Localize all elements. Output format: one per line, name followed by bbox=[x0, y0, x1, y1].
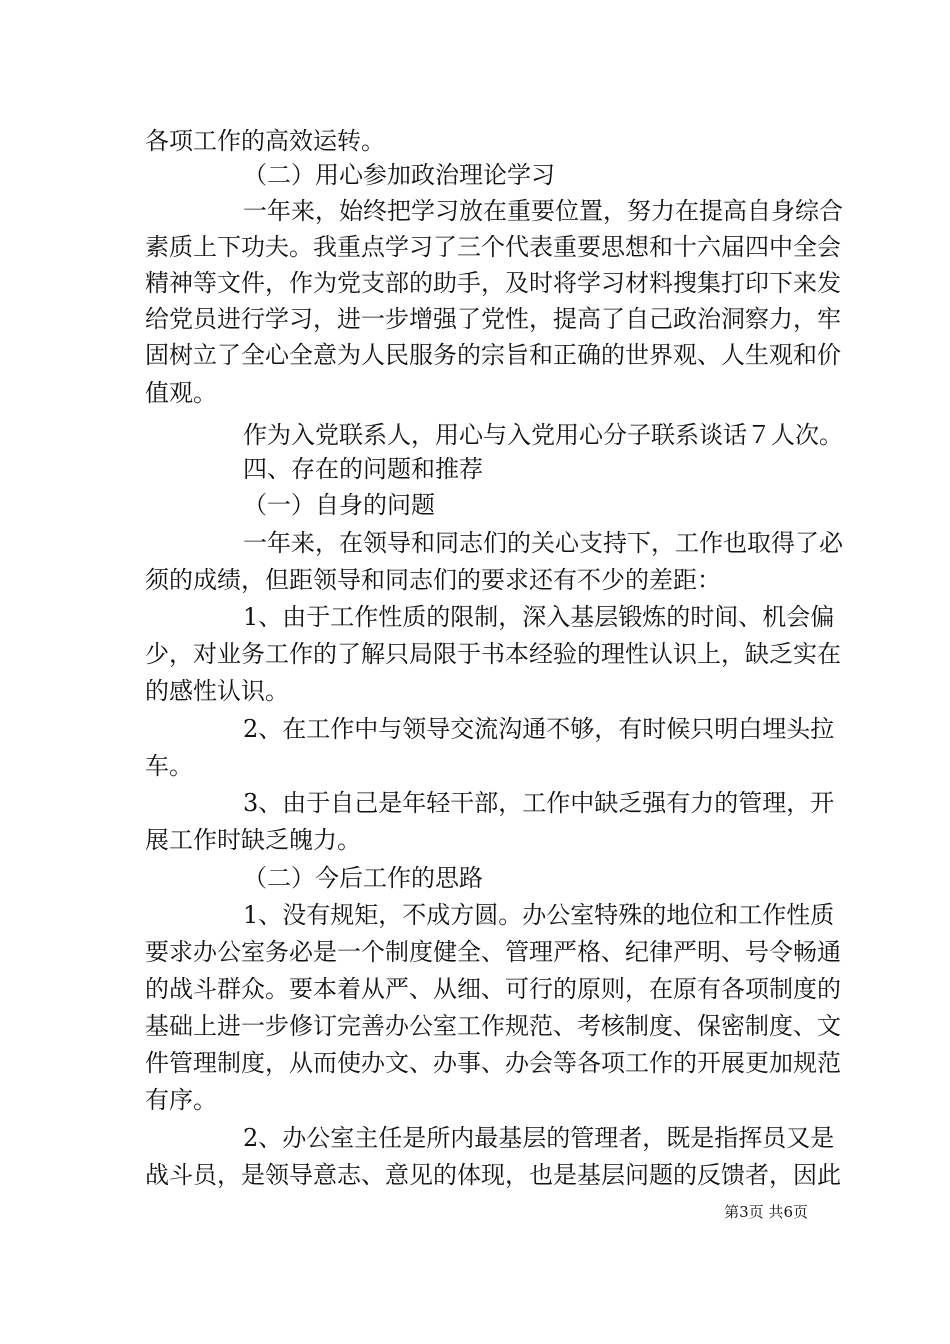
footer-prefix: 第 bbox=[724, 1203, 740, 1221]
text-line: 给党员进行学习，进一步增强了党性，提高了自己政治洞察力，牢 bbox=[145, 305, 841, 333]
text-line: 基础上进一步修订完善办公室工作规范、考核制度、保密制度、文 bbox=[145, 1012, 841, 1040]
current-page-number: 3 bbox=[739, 1203, 749, 1221]
text-line: 要求办公室务必是一个制度健全、管理严格、纪律严明、号令畅通 bbox=[145, 938, 841, 966]
text-line: 须的成绩，但距领导和同志们的要求还有不少的差距： bbox=[145, 566, 721, 594]
text-line: 作为入党联系人，用心与入党用心分子联系谈话７人次。 bbox=[243, 421, 843, 449]
text-line: 素质上下功夫。我重点学习了三个代表重要思想和十六届四中全会 bbox=[145, 233, 841, 261]
section-heading: （一）自身的问题 bbox=[243, 491, 435, 519]
text-line: 一年来，始终把学习放在重要位置，努力在提高自身综合 bbox=[243, 197, 843, 225]
text-line: 1、没有规矩，不成方圆。办公室特殊的地位和工作性质 bbox=[243, 901, 835, 929]
page-footer bbox=[690, 1202, 808, 1222]
total-page-number: 6 bbox=[783, 1203, 793, 1221]
text-line: 一年来，在领导和同志们的关心支持下，工作也取得了必 bbox=[243, 529, 843, 557]
text-line: 件管理制度，从而使办文、办事、办会等各项工作的开展更加规范 bbox=[145, 1049, 841, 1077]
text-line: 展工作时缺乏魄力。 bbox=[145, 826, 361, 854]
footer-suffix: 页 bbox=[792, 1203, 808, 1221]
text-line: 少，对业务工作的了解只局限于书本经验的理性认识上，缺乏实在 bbox=[145, 640, 841, 668]
text-line: 3、由于自己是年轻干部，工作中缺乏强有力的管理，开 bbox=[243, 789, 835, 817]
section-heading: （二）用心参加政治理论学习 bbox=[243, 161, 555, 189]
text-line: 的感性认识。 bbox=[145, 677, 289, 705]
text-line: 战斗员，是领导意志、意见的体现，也是基层问题的反馈者，因此 bbox=[145, 1161, 841, 1189]
section-heading: 四、存在的问题和推荐 bbox=[243, 455, 483, 483]
text-line: 固树立了全心全意为人民服务的宗旨和正确的世界观、人生观和价 bbox=[145, 341, 841, 369]
text-line: 的战斗群众。要本着从严、从细、可行的原则，在原有各项制度的 bbox=[145, 975, 841, 1003]
text-line: 2、在工作中与领导交流沟通不够，有时候只明白埋头拉 bbox=[243, 715, 835, 743]
footer-middle: 页 共 bbox=[748, 1203, 784, 1221]
section-heading: （二）今后工作的思路 bbox=[243, 864, 483, 892]
text-line: 精神等文件，作为党支部的助手，及时将学习材料搜集打印下来发 bbox=[145, 269, 841, 297]
text-line: 值观。 bbox=[145, 379, 217, 407]
text-line: 各项工作的高效运转。 bbox=[145, 127, 385, 155]
text-line: 1、由于工作性质的限制，深入基层锻炼的时间、机会偏 bbox=[243, 603, 835, 631]
text-line: 2、办公室主任是所内最基层的管理者，既是指挥员又是 bbox=[243, 1124, 835, 1152]
text-line: 车。 bbox=[145, 752, 193, 780]
text-line: 有序。 bbox=[145, 1086, 217, 1114]
